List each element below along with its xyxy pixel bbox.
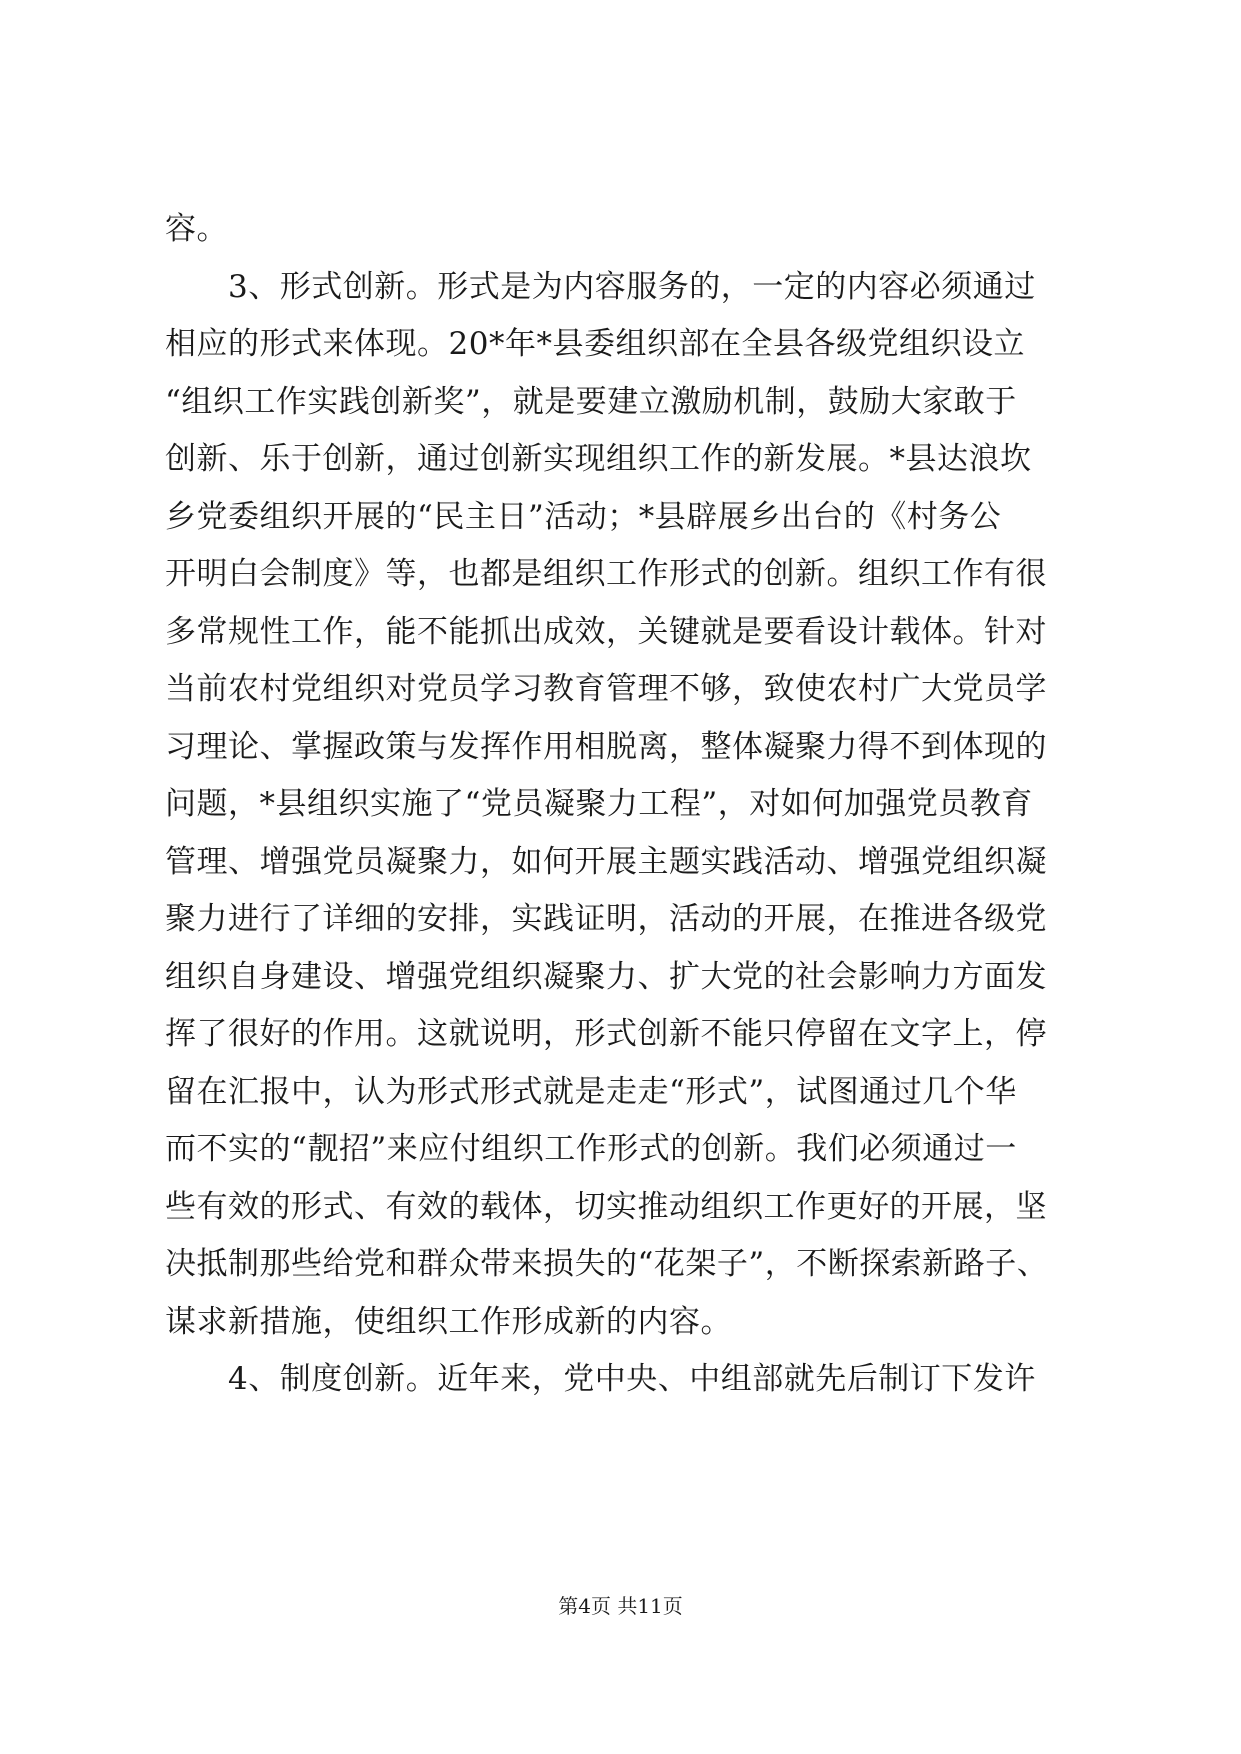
body-text-line: 些有效的形式、有效的载体，切实推动组织工作更好的开展，坚 [165,1189,1047,1225]
body-text-line: 而不实的“靓招”来应付组织工作形式的创新。我们必须通过一 [165,1131,1017,1167]
body-text-line: 当前农村党组织对党员学习教育管理不够，致使农村广大党员学 [165,671,1047,707]
body-text-line: 聚力进行了详细的安排，实践证明，活动的开展，在推进各级党 [165,901,1047,937]
body-text-line: 管理、增强党员凝聚力，如何开展主题实践活动、增强党组织凝 [165,844,1047,880]
body-text-line: 乡党委组织开展的“民主日”活动；*县辟展乡出台的《村务公 [165,499,1002,535]
body-text-line: 开明白会制度》等，也都是组织工作形式的创新。组织工作有很 [165,556,1047,592]
body-text-line: 相应的形式来体现。20*年*县委组织部在全县各级党组织设立 [165,326,1025,362]
body-text-line: 创新、乐于创新，通过创新实现组织工作的新发展。*县达浪坎 [165,441,1032,477]
body-text-line: 3、形式创新。形式是为内容服务的，一定的内容必须通过 [165,269,1036,305]
body-text-line: 问题，*县组织实施了“党员凝聚力工程”，对如何加强党员教育 [165,786,1033,822]
body-text-line: 组织自身建设、增强党组织凝聚力、扩大党的社会影响力方面发 [165,959,1047,995]
body-text-line: 留在汇报中，认为形式形式就是走走“形式”，试图通过几个华 [165,1074,1017,1110]
body-text-line: 决抵制那些给党和群众带来损失的“花架子”，不断探索新路子、 [165,1246,1049,1282]
body-text-line: 容。 [165,211,228,247]
body-text-line: “组织工作实践创新奖”，就是要建立激励机制，鼓励大家敢于 [165,384,1017,420]
body-text-line: 多常规性工作，能不能抓出成效，关键就是要看设计载体。针对 [165,614,1047,650]
page-number-footer: 第4页 共11页 [558,1594,683,1618]
body-text-line: 习理论、掌握政策与发挥作用相脱离，整体凝聚力得不到体现的 [165,729,1047,765]
body-text-line: 挥了很好的作用。这就说明，形式创新不能只停留在文字上，停 [165,1016,1047,1052]
body-text-line: 4、制度创新。近年来，党中央、中组部就先后制订下发许 [165,1361,1036,1397]
body-text-line: 谋求新措施，使组织工作形成新的内容。 [165,1304,732,1340]
